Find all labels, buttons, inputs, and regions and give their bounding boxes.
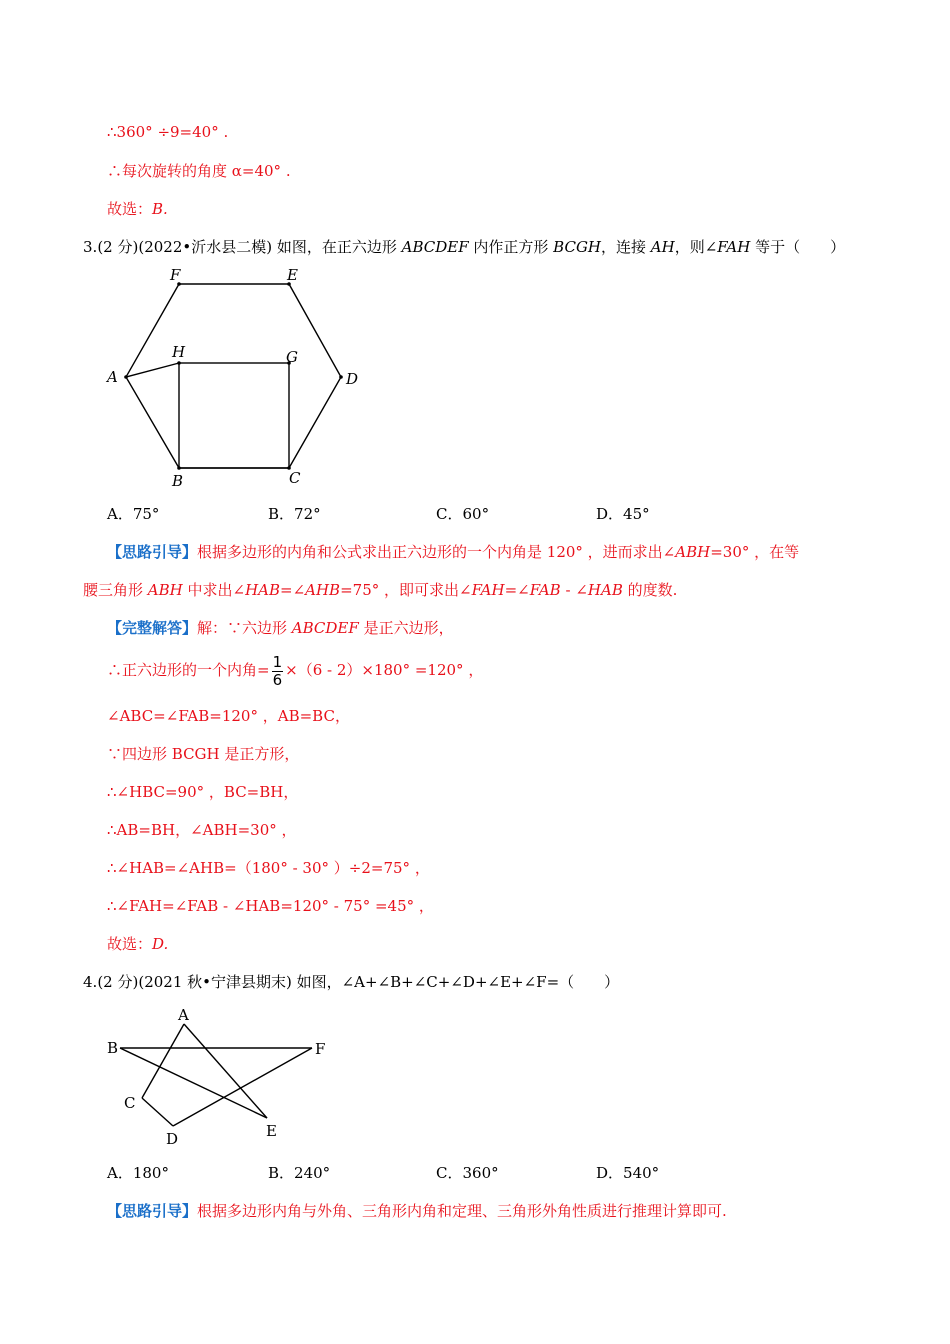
q4-text: 如图，∠A+∠B+∠C+∠D+∠E+∠F=（ ） (291, 973, 620, 991)
label-f: F (315, 1040, 326, 1058)
square-shape (179, 363, 289, 468)
choice-prefix: 故选： (107, 935, 153, 953)
q3-text: 如图，在正六边形 (272, 238, 402, 256)
label-f: F (170, 266, 181, 284)
hint-tag: 【思路引导】 (107, 1202, 198, 1220)
q3-text: 等于（ ） (750, 238, 846, 256)
q3-option-d[interactable]: D．45° (596, 505, 650, 523)
hint-math: FAH (471, 581, 505, 599)
q3-solution-line-6: ∴∠HAB=∠AHB=（180° - 30° ）÷2=75° ， (107, 859, 430, 877)
q4-stem (83, 972, 619, 992)
choice-prefix: 故选： (107, 200, 153, 218)
q3-option-b[interactable]: B．72° (268, 505, 321, 523)
solution-tag: 【完整解答】 (107, 619, 198, 637)
q4-score: (2 分) (97, 973, 139, 991)
q3-source: (2022•沂水县二模) (138, 238, 273, 256)
hint-tag: 【思路引导】 (107, 543, 198, 561)
hint-math: FAB (529, 581, 561, 599)
q4-option-b[interactable]: B．240° (268, 1164, 331, 1182)
q3-solution-line-4: ∴∠HBC=90° ，BC=BH， (107, 783, 299, 801)
q3-angle-name: FAH (717, 238, 751, 256)
q3-hexagon-name: ABCDEF (401, 238, 469, 256)
prev-line-2: ∴每次旋转的角度 α=40° . (107, 162, 291, 180)
label-c: C (124, 1094, 136, 1112)
segment-ae (184, 1024, 267, 1118)
q3-text: 内作正方形 (468, 238, 554, 256)
q3-figure-hexagon (100, 260, 370, 490)
hint-text: 腰三角形 (83, 581, 148, 599)
hint-text: =∠ (280, 581, 306, 599)
q4-option-a[interactable]: A．180° (107, 1164, 169, 1182)
q4-figure-star (100, 1000, 340, 1150)
q3-score: (2 分) (97, 238, 139, 256)
segment-cd (142, 1098, 173, 1126)
hint-text: 的度数. (622, 581, 678, 599)
q3-hint-line-2 (83, 580, 677, 600)
hint-text: 根据多边形的内角和公式求出正六边形的一个内角是 120° ，进而求出∠ (197, 543, 676, 561)
hint-math: HAB (587, 581, 623, 599)
segment-df (173, 1048, 312, 1126)
q3-solution-line-1 (107, 652, 483, 689)
choice-answer: D. (152, 935, 169, 953)
q3-square-name: BCGH (553, 238, 602, 256)
q3-solution-line-5: ∴AB=BH，∠ABH=30° ， (107, 821, 297, 839)
segment-be (120, 1048, 267, 1118)
label-a: A (107, 368, 118, 386)
solution-text: 解：∵六边形 (197, 619, 292, 637)
hint-text: =∠ (504, 581, 530, 599)
q4-option-c[interactable]: C．360° (436, 1164, 499, 1182)
q3-solution-line-0 (107, 618, 454, 638)
solution-text: ∴正六边形的一个内角= (107, 661, 270, 679)
q3-solution-line-2: ∠ABC=∠FAB=120° ，AB=BC， (107, 707, 350, 725)
q4-option-d[interactable]: D．540° (596, 1164, 660, 1182)
hint-text: 中求出∠ (182, 581, 246, 599)
segment-ah (126, 363, 179, 377)
hint-math: AHB (305, 581, 341, 599)
q3-segment-name: AH (650, 238, 675, 256)
hint-math: ABH (147, 581, 183, 599)
label-a: A (178, 1006, 189, 1024)
hint-math: ABH (675, 543, 711, 561)
q3-text: ，则∠ (674, 238, 718, 256)
label-e: E (266, 1122, 277, 1140)
q3-text: ，连接 (601, 238, 651, 256)
q3-hint-line-1 (107, 542, 799, 562)
label-e: E (287, 266, 298, 284)
fraction-numerator: 1 (272, 652, 283, 671)
q3-solution-line-3: ∵四边形 BCGH 是正方形， (107, 745, 300, 763)
q3-solution-line-7: ∴∠FAH=∠FAB - ∠HAB=120° - 75° =45° ， (107, 897, 434, 915)
q3-option-a[interactable]: A．75° (107, 505, 160, 523)
label-g: G (286, 348, 298, 366)
label-h: H (172, 343, 186, 361)
solution-text: 是正六边形， (358, 619, 454, 637)
fraction-one-sixth (272, 654, 284, 689)
choice-answer: B. (152, 200, 168, 218)
q3-stem (83, 237, 845, 257)
q4-hint (107, 1201, 727, 1221)
hint-text: =75° ，即可求出∠ (340, 581, 472, 599)
solution-text: ×（6 - 2）×180° =120° ， (285, 661, 484, 679)
hexagon-shape (126, 284, 341, 468)
label-d: D (166, 1130, 179, 1148)
label-b: B (107, 1039, 119, 1057)
prev-choice (107, 199, 168, 219)
q4-number: 4. (83, 973, 98, 991)
hint-text: 根据多边形内角与外角、三角形内角和定理、三角形外角性质进行推理计算即可. (197, 1202, 727, 1220)
fraction-denominator: 6 (272, 670, 283, 689)
q4-source: (2021 秋•宁津县期末) (138, 973, 292, 991)
q3-number: 3. (83, 238, 98, 256)
label-c: C (289, 469, 301, 487)
label-d: D (346, 370, 359, 388)
prev-line-1: ∴360° ÷9=40° . (107, 123, 229, 141)
hint-math: HAB (245, 581, 280, 599)
q3-option-c[interactable]: C．60° (436, 505, 490, 523)
hint-text: =30° ，在等 (710, 543, 800, 561)
q3-choice (107, 934, 168, 954)
solution-math: ABCDEF (291, 619, 359, 637)
hint-text: - ∠ (560, 581, 588, 599)
label-b: B (172, 472, 184, 490)
